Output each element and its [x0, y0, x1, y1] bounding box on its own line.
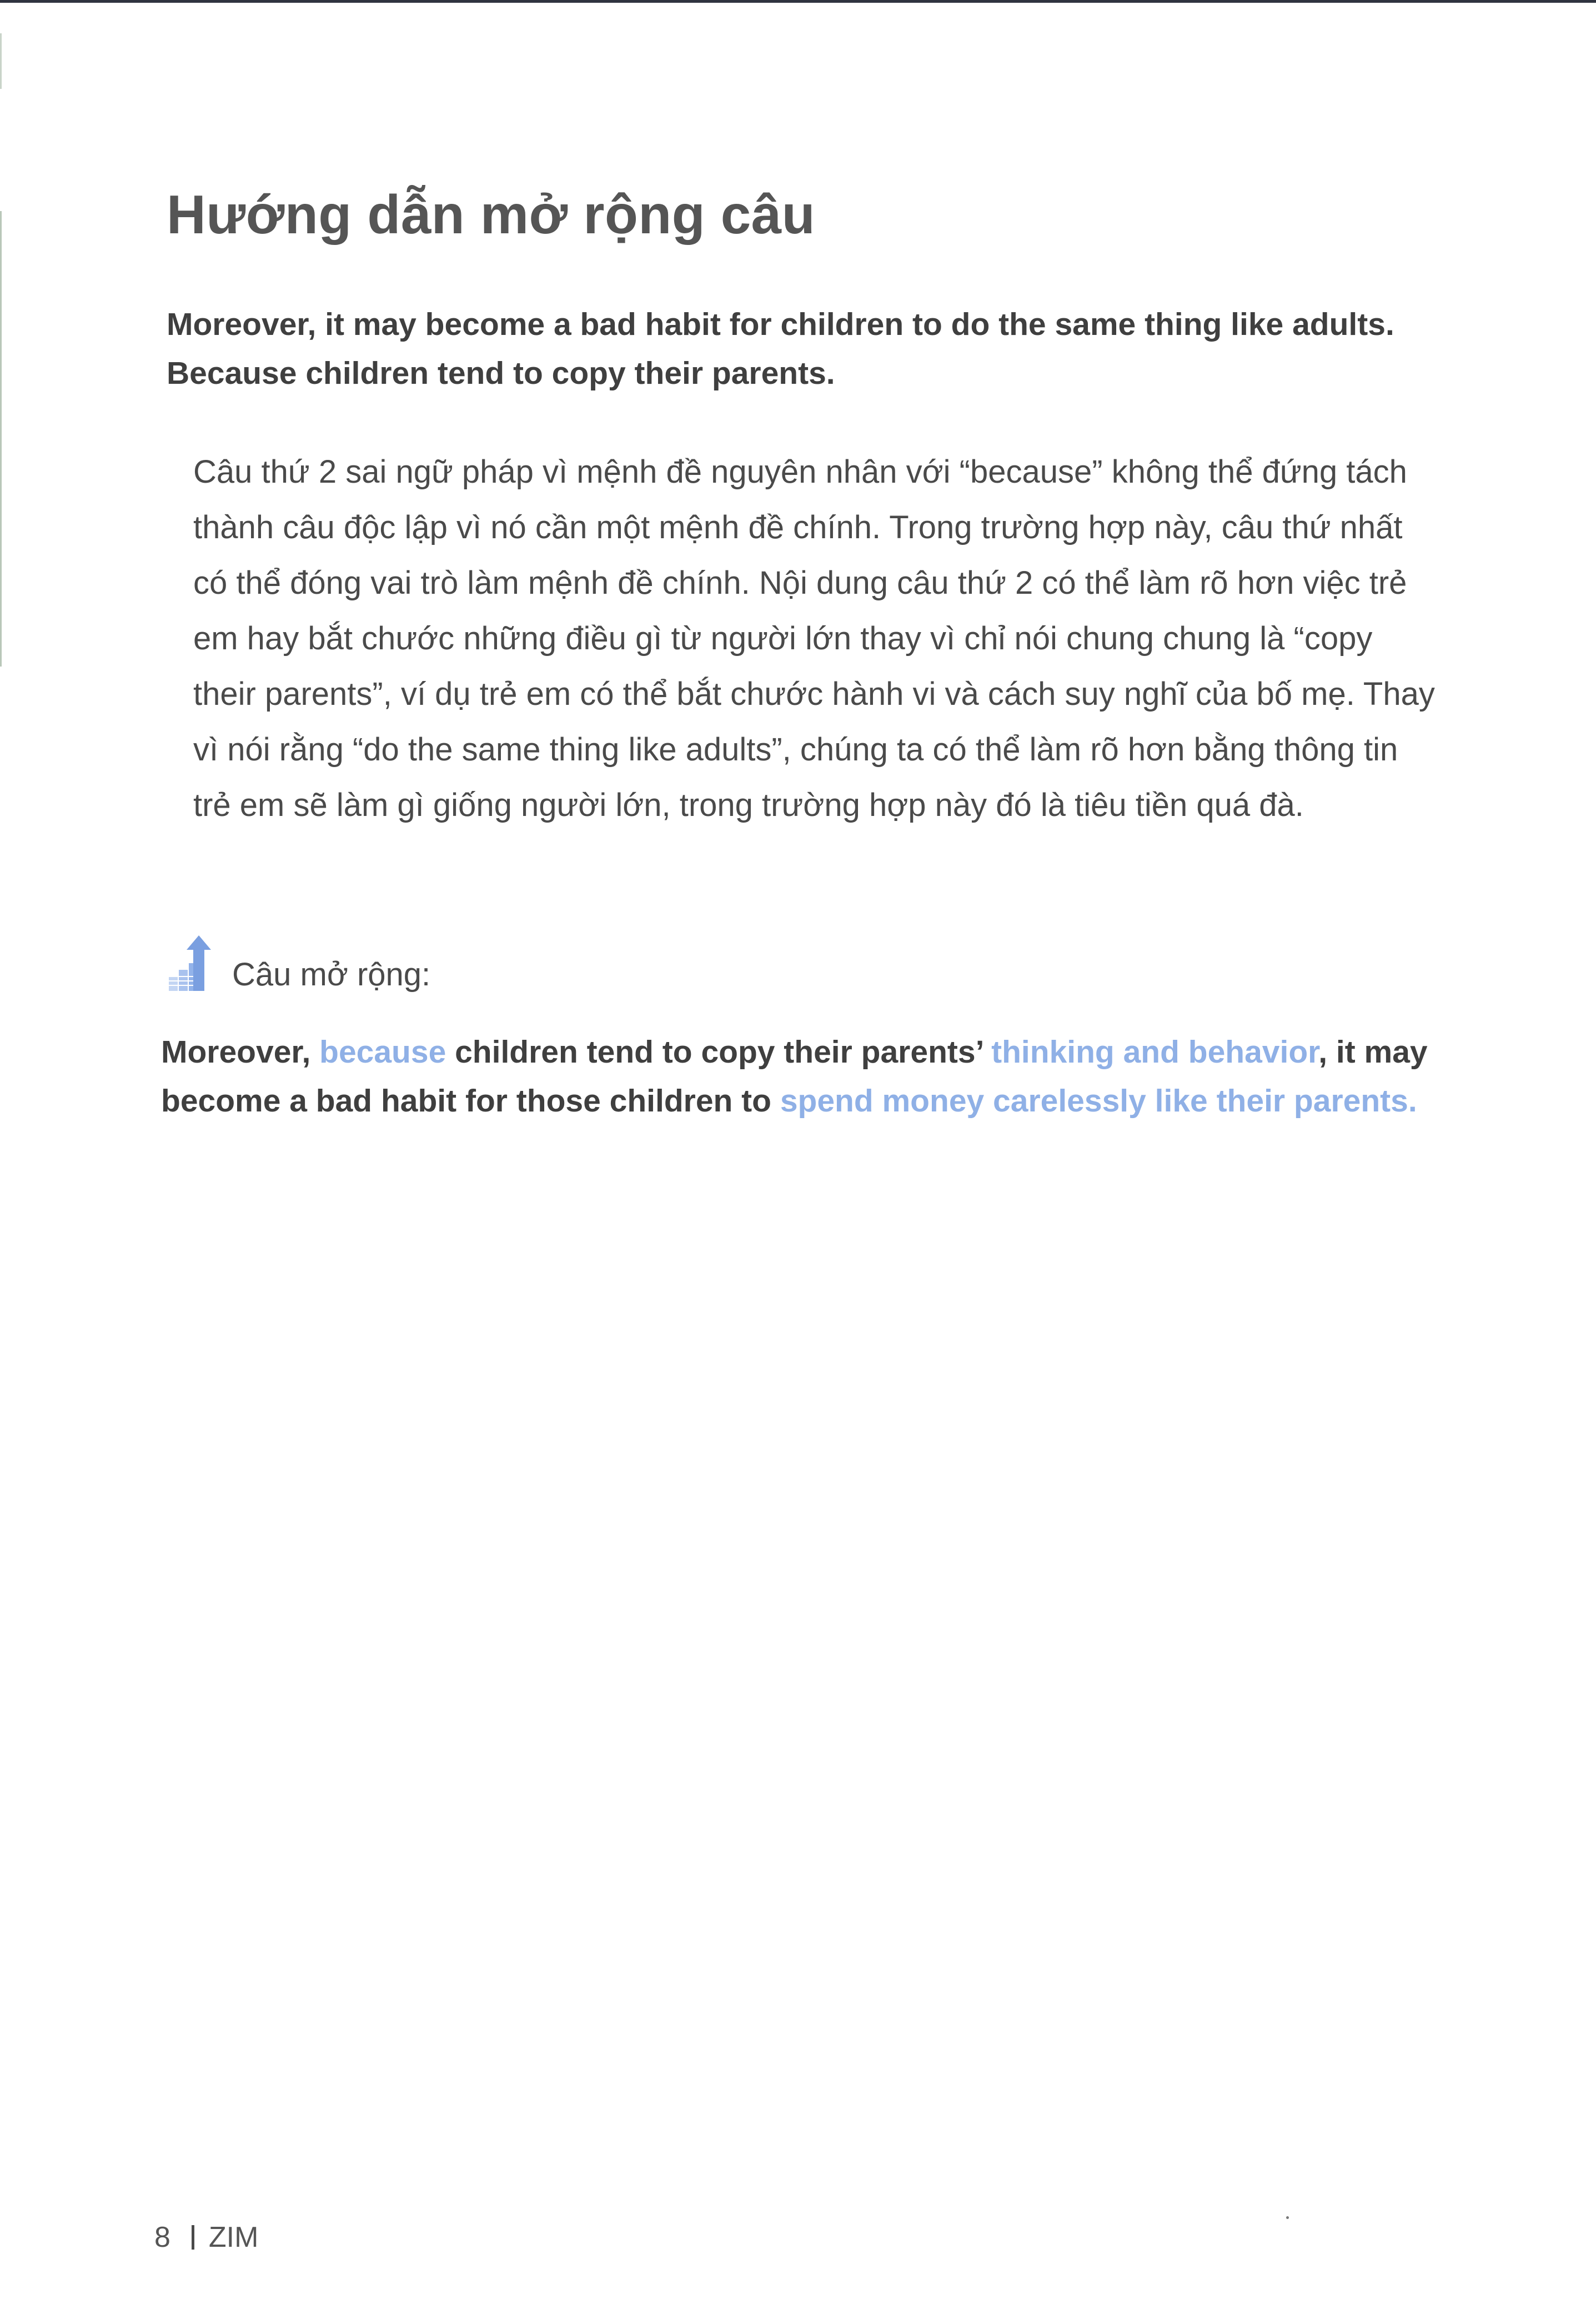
- expanded-text: children tend to copy their parents’: [446, 1034, 992, 1070]
- footer-separator: [192, 2225, 194, 2250]
- page-footer: [154, 2221, 258, 2254]
- explanation-paragraph: Câu thứ 2 sai ngữ pháp vì mệnh đề nguyên nhân với “because” không thể đứng tách thành câu độc lập vì nó cần một mệnh đề chính. Trong trường hợp này, câu thứ nhất có thể đóng vai trò làm mệnh đề chính. Nội dung câu thứ 2 có thể làm rõ hơn việc trẻ em hay bắt chước những điều gì từ người lớn thay vì chỉ nói chung chung là “copy their parents”, ví dụ trẻ em có thể bắt chước hành vi và cách suy nghĩ của bố mẹ. Thay vì nói rằng “do the same thing like adults”, chúng ta có thể làm rõ hơn bằng thông tin trẻ em sẽ làm gì giống người lớn, trong trường hợp này đó là tiêu tiền quá đà.: [193, 454, 1435, 823]
- footer-brand: ZIM: [208, 2221, 259, 2253]
- expanded-sentence: [161, 1028, 1483, 1125]
- expanded-text: , it may become a bad habit for those children to: [161, 1034, 1428, 1119]
- expanded-text: Moreover,: [161, 1034, 320, 1070]
- growth-arrow-icon: [164, 933, 225, 994]
- left-margin-line: [0, 211, 2, 667]
- highlight-because: because: [319, 1034, 446, 1070]
- expanded-sentence-label: Câu mở rộng:: [232, 956, 431, 993]
- highlight-thinking-behavior: thinking and behavior: [991, 1034, 1319, 1070]
- left-margin-mark: [0, 33, 2, 89]
- page-title: Hướng dẫn mở rộng câu: [167, 184, 816, 245]
- page-number: 8: [154, 2221, 170, 2253]
- top-border-rule: [0, 0, 1596, 3]
- highlight-spend-money: spend money carelessly like their parents.: [780, 1083, 1417, 1119]
- original-sentence: Moreover, it may become a bad habit for children to do the same thing like adults. Because children tend to copy their parents.: [167, 307, 1394, 391]
- expanded-sentence-heading: [164, 933, 430, 994]
- scan-speck: [1286, 2216, 1289, 2219]
